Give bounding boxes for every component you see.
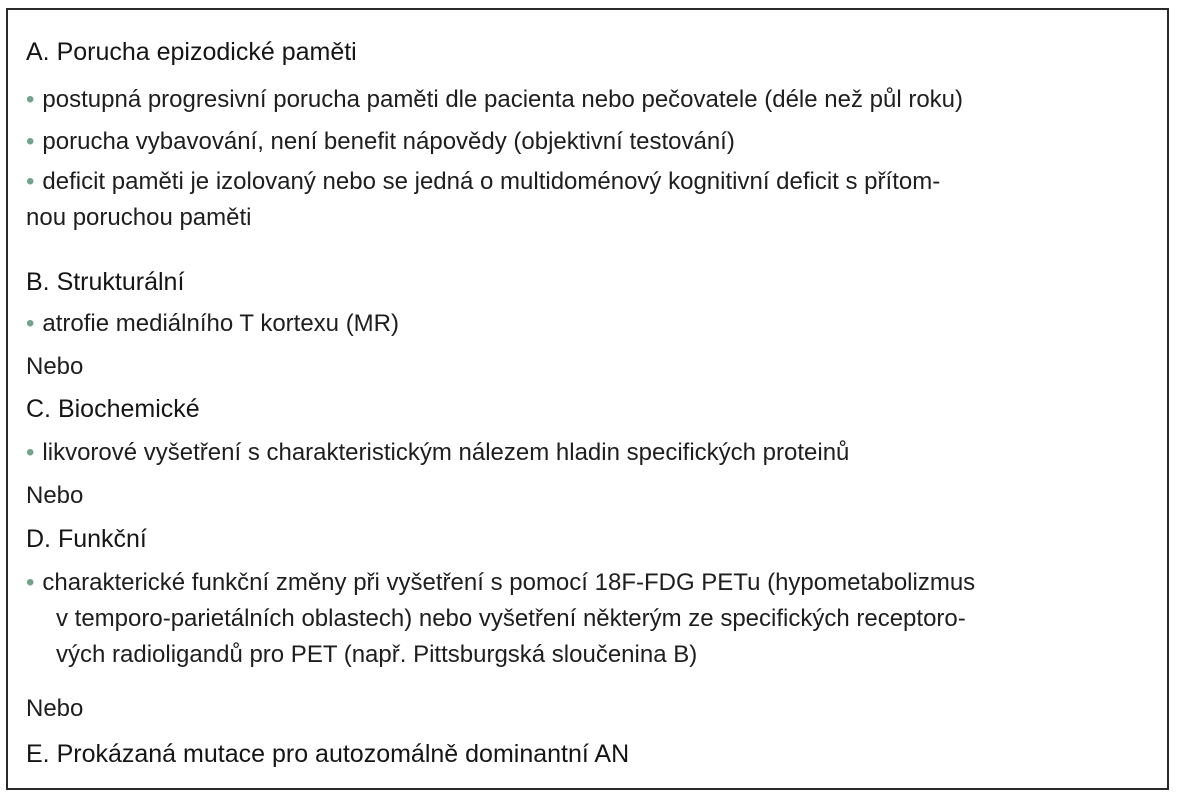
or-label: Nebo <box>26 695 84 722</box>
section-b-heading: B. Strukturální <box>26 268 185 296</box>
bullet-text: likvorové vyšetření s charakteristickým nálezem hladin specifických proteinů <box>42 439 850 466</box>
or-label: Nebo <box>26 353 84 380</box>
bullet-icon: • <box>26 86 35 113</box>
section-d-bullet-1-cont: vých radioligandů pro PET (např. Pittsburgská sloučenina B) <box>56 641 698 668</box>
bullet-text: porucha vybavování, není benefit nápovědy (objektivní testování) <box>42 128 735 155</box>
section-d-bullet-1-cont: v temporo-parietálních oblastech) nebo vyšetření některým ze specifických receptoro- <box>56 605 966 632</box>
section-e-heading: E. Prokázaná mutace pro autozomálně dominantní AN <box>26 740 630 768</box>
bullet-icon: • <box>26 128 35 155</box>
section-a-bullet-2 <box>26 125 735 158</box>
bullet-text: charakterické funkční změny při vyšetření s pomocí 18F-FDG PETu (hypometabolizmus <box>42 569 976 596</box>
or-label: Nebo <box>26 482 84 509</box>
bullet-icon: • <box>26 439 35 466</box>
section-a-heading: A. Porucha epizodické paměti <box>26 38 357 66</box>
section-d-bullet-1 <box>26 566 975 599</box>
section-a-bullet-3-cont: nou poruchou paměti <box>26 204 252 231</box>
bullet-icon: • <box>26 168 35 195</box>
bullet-icon: • <box>26 569 35 596</box>
criteria-box <box>6 8 1169 790</box>
section-d-heading: D. Funkční <box>26 525 147 553</box>
bullet-text: postupná progresivní porucha paměti dle pacienta nebo pečovatele (déle než půl roku) <box>42 86 964 113</box>
bullet-text: atrofie mediálního T kortexu (MR) <box>42 310 399 337</box>
section-a-bullet-3 <box>26 165 940 198</box>
section-c-heading: C. Biochemické <box>26 395 200 423</box>
section-b-bullet-1 <box>26 307 399 340</box>
section-c-bullet-1 <box>26 436 849 469</box>
bullet-text: deficit paměti je izolovaný nebo se jedná o multidoménový kognitivní deficit s přítom- <box>42 168 941 195</box>
bullet-icon: • <box>26 310 35 337</box>
section-a-bullet-1 <box>26 83 963 116</box>
